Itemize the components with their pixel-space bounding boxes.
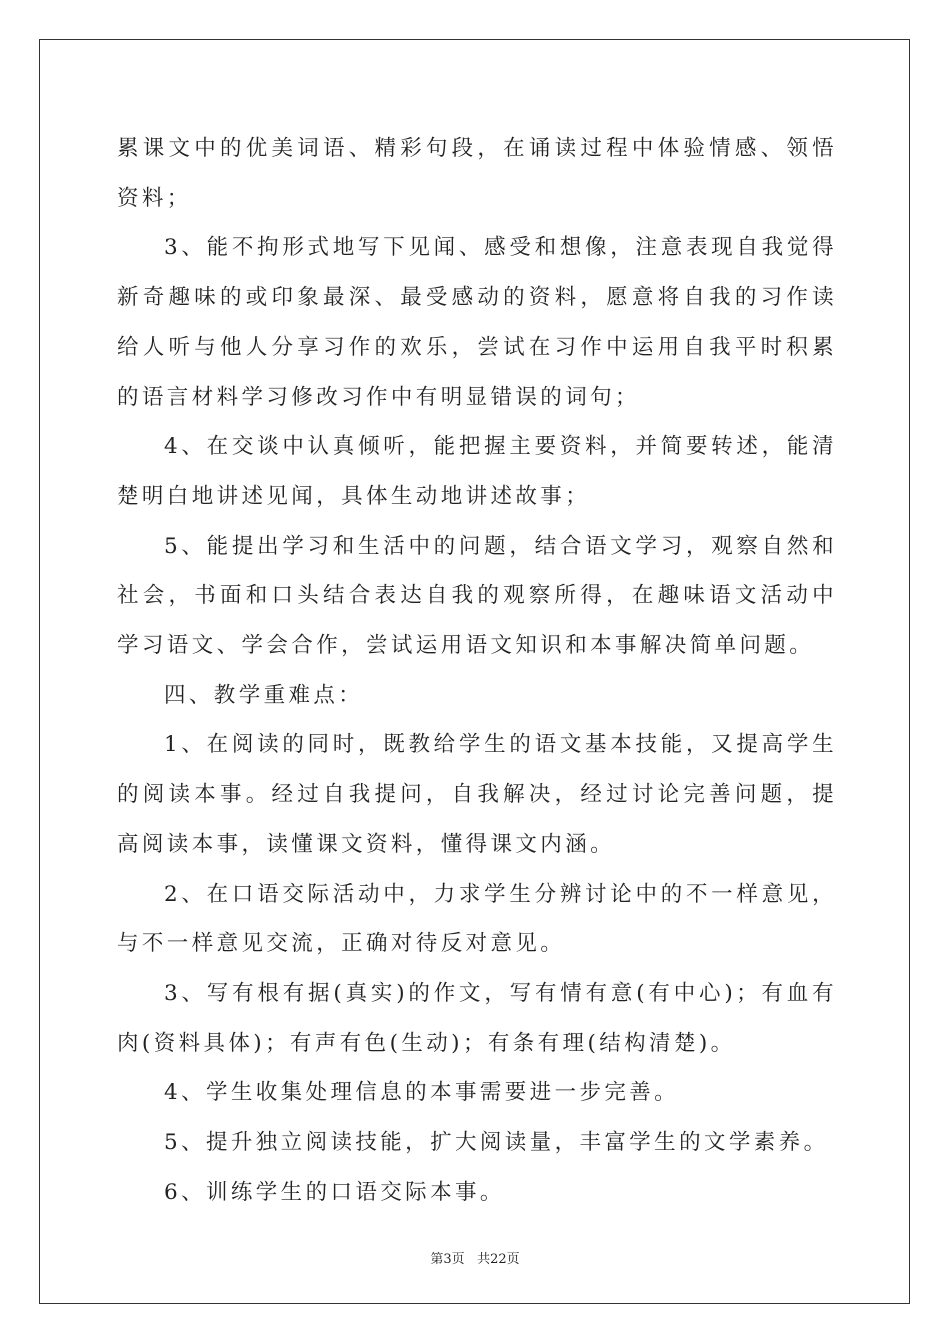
key-point-4: 4、学生收集处理信息的本事需要进一步完善。: [164, 1080, 680, 1106]
key-point-2: 2、在口语交际活动中，力求学生分辨讨论中的不一样意见，与不一样意见交流，正确对待反对意见。: [117, 881, 837, 957]
key-point-1: 1、在阅读的同时，既教给学生的语文基本技能，又提高学生的阅读本事。经过自我提问，自我解决，经过讨论完善问题，提高阅读本事，读懂课文资料，懂得课文内涵。: [117, 732, 837, 857]
paragraph-continuation: 累课文中的优美词语、精彩句段，在诵读过程中体验情感、领悟资料；: [117, 136, 837, 211]
page-footer: [0, 1248, 950, 1267]
paragraph-item-3: 3、能不拘形式地写下见闻、感受和想像，注意表现自我觉得新奇趣味的或印象最深、最受感动的资料，愿意将自我的习作读给人听与他人分享习作的欢乐，尝试在习作中运用自我平时积累的语言材料学习修改习作中有明显错误的词句；: [117, 235, 837, 410]
total-pages: 共22页: [477, 1252, 520, 1267]
paragraph-item-5: 5、能提出学习和生活中的问题，结合语文学习，观察自然和社会，书面和口头结合表达自我的观察所得，在趣味语文活动中学习语文、学会合作，尝试运用语文知识和本事解决简单问题。: [117, 533, 837, 659]
key-point-5: 5、提升独立阅读技能，扩大阅读量，丰富学生的文学素养。: [164, 1130, 829, 1156]
page-number: 第3页: [430, 1252, 465, 1267]
key-point-3: 3、写有根有据(真实)的作文，写有情有意(有中心)；有血有肉(资料具体)；有声有色(生动)；有条有理(结构清楚)。: [117, 980, 837, 1056]
section-heading-key-points: 四、教学重难点：: [164, 682, 364, 708]
key-point-6: 6、训练学生的口语交际本事。: [164, 1179, 505, 1205]
document-body: [117, 124, 837, 1217]
paragraph-item-4: 4、在交谈中认真倾听，能把握主要资料，并简要转述，能清楚明白地讲述见闻，具体生动地讲述故事；: [117, 434, 837, 509]
